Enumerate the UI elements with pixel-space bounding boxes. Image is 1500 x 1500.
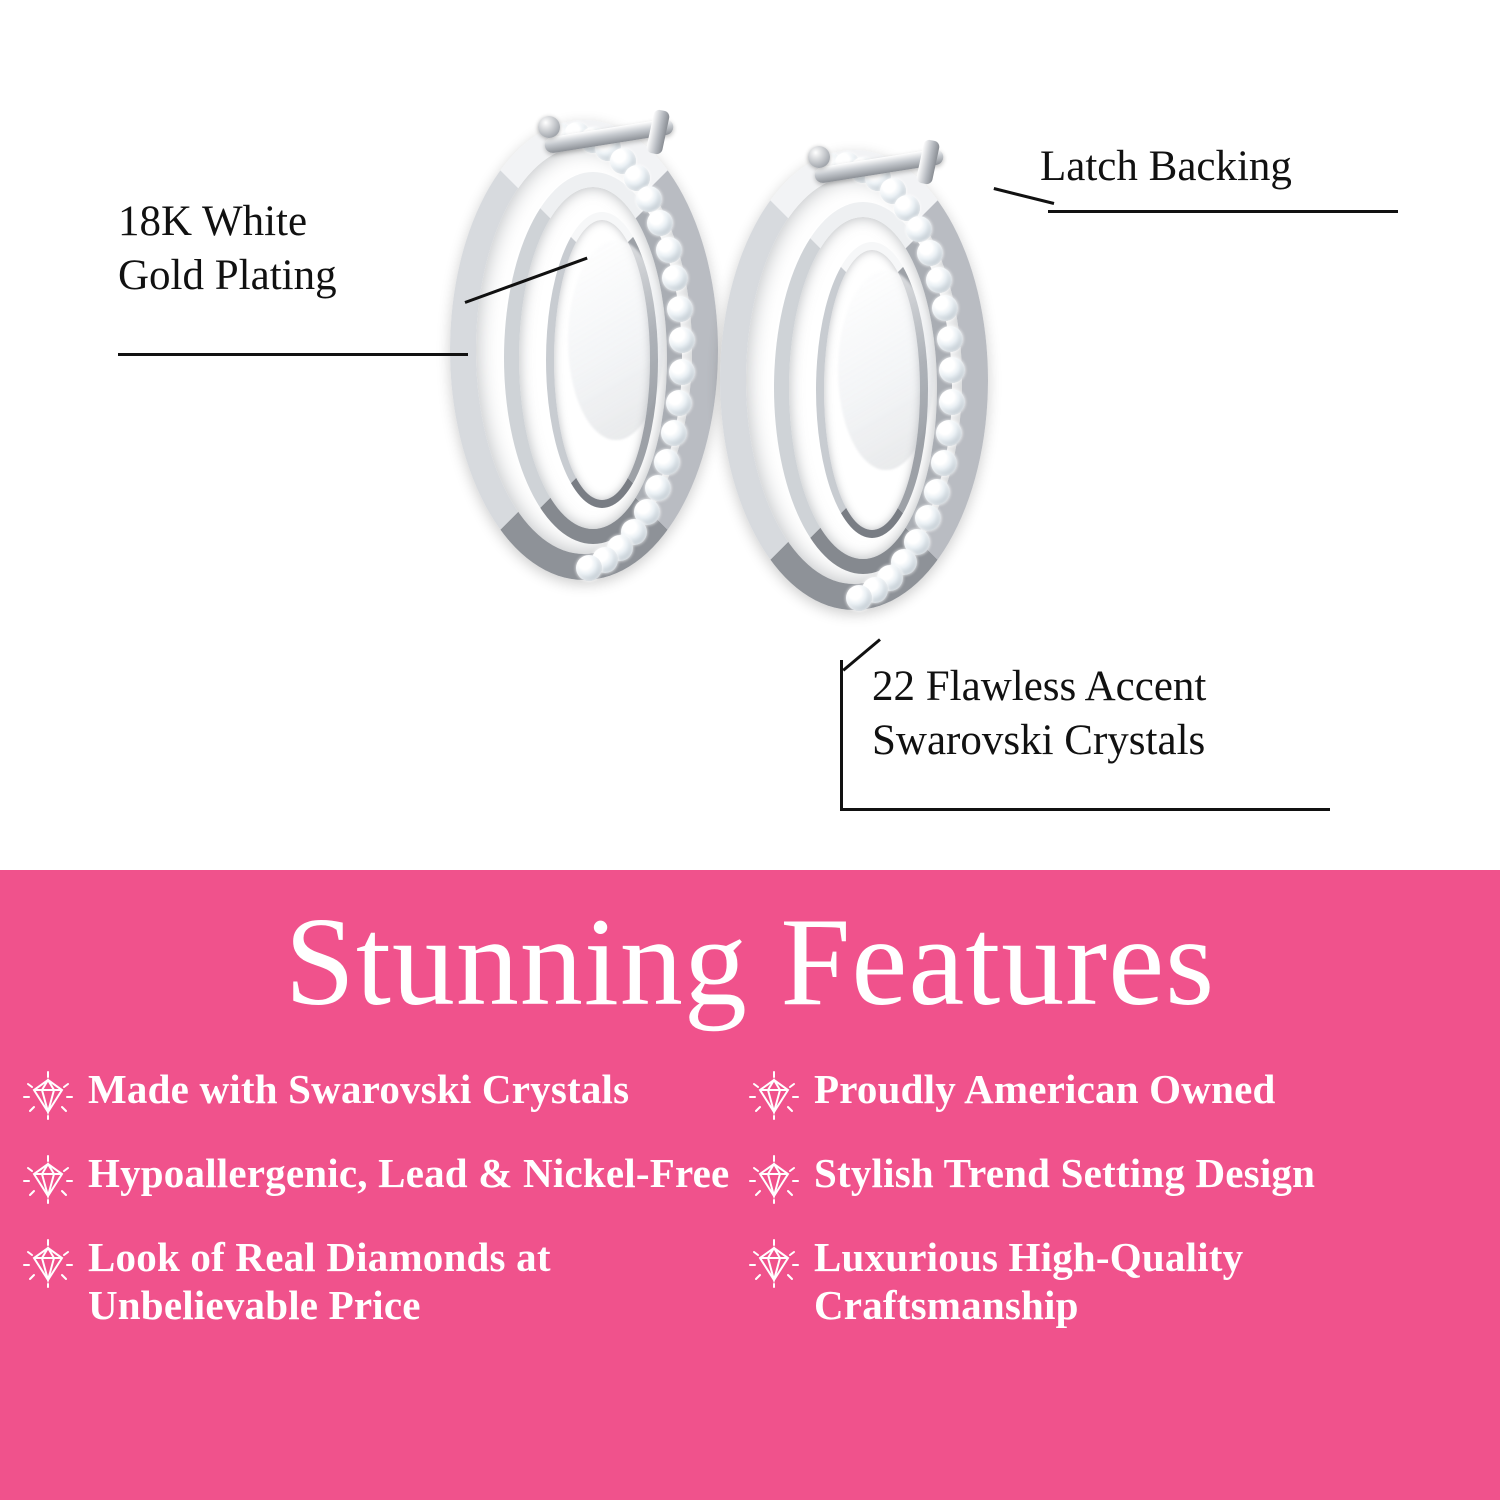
feature-label: Look of Real Diamonds at Unbelievable Price [88, 1234, 551, 1329]
crystal-pave-right [722, 158, 872, 608]
latch-backing-right [808, 136, 948, 206]
list-item [22, 1233, 748, 1330]
list-item [22, 1065, 748, 1123]
callout-rule [118, 353, 468, 356]
diamond-icon [22, 1239, 74, 1291]
earrings-illustration [430, 90, 1080, 670]
latch-pin [538, 116, 560, 138]
earring-right [720, 150, 1020, 630]
diamond-icon [22, 1155, 74, 1207]
diamond-icon [22, 1071, 74, 1123]
feature-label: Proudly American Owned [814, 1066, 1276, 1112]
callout-gold-label: 18K White Gold Plating [118, 198, 337, 300]
callout-latch-label: Latch Backing [1040, 143, 1292, 190]
earring-left [450, 120, 750, 600]
diamond-icon [748, 1071, 800, 1123]
latch-backing-left [538, 106, 678, 176]
callout-gold-plating [118, 195, 518, 303]
diamond-icon [748, 1239, 800, 1291]
features-list [0, 1065, 1500, 1330]
list-item [748, 1233, 1474, 1330]
list-item [22, 1149, 748, 1207]
callout-crystals-label: 22 Flawless Accent Swarovski Crystals [872, 663, 1207, 765]
callout-latch-backing [1040, 140, 1410, 194]
feature-label: Hypoallergenic, Lead & Nickel-Free [88, 1150, 730, 1196]
callout-rule [840, 808, 1330, 811]
callout-rule-vertical [840, 660, 843, 810]
list-item [748, 1149, 1474, 1207]
feature-label: Stylish Trend Setting Design [814, 1150, 1316, 1196]
list-item [748, 1065, 1474, 1123]
features-heading: Stunning Features [284, 893, 1216, 1032]
diamond-icon [748, 1155, 800, 1207]
callout-rule [1048, 210, 1398, 213]
callout-swarovski-crystals [840, 660, 1340, 768]
latch-pin [808, 146, 830, 168]
features-panel [0, 870, 1500, 1500]
feature-label: Luxurious High-Quality Craftsmanship [814, 1234, 1244, 1329]
feature-label: Made with Swarovski Crystals [88, 1066, 630, 1112]
